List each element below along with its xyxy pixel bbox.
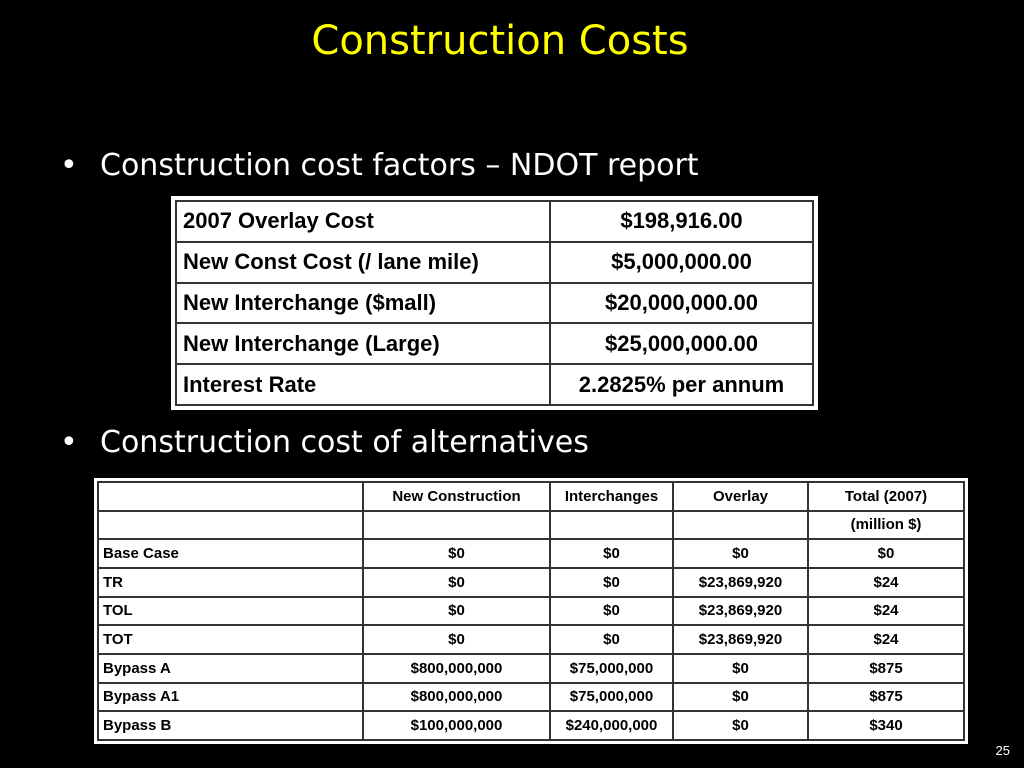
slide-title: Construction Costs xyxy=(311,18,689,64)
table-cell: $240,000,000 xyxy=(550,711,673,740)
table-row xyxy=(98,654,964,683)
table-cell: $800,000,000 xyxy=(363,683,550,712)
table-cell: $0 xyxy=(363,539,550,568)
row-label: TOL xyxy=(98,597,363,626)
table-cell: $24 xyxy=(808,625,964,654)
factor-value: $5,000,000.00 xyxy=(550,242,813,283)
table-cell: $0 xyxy=(673,654,808,683)
table-row xyxy=(98,597,964,626)
table-cell: $0 xyxy=(363,625,550,654)
factor-label: New Interchange (Large) xyxy=(176,323,550,364)
table-cell: $340 xyxy=(808,711,964,740)
table-cell: $75,000,000 xyxy=(550,683,673,712)
table-row xyxy=(176,201,813,242)
table-cell: $875 xyxy=(808,654,964,683)
table-cell: $0 xyxy=(808,539,964,568)
table-row xyxy=(98,625,964,654)
table-subheader-row xyxy=(98,511,964,540)
table-cell: $800,000,000 xyxy=(363,654,550,683)
table-cell xyxy=(363,511,550,540)
row-label: Bypass A1 xyxy=(98,683,363,712)
table-cell: New Construction xyxy=(363,482,550,511)
row-label: Bypass A xyxy=(98,654,363,683)
table-cell: Total (2007) xyxy=(808,482,964,511)
factor-label: 2007 Overlay Cost xyxy=(176,201,550,242)
table-cell: $0 xyxy=(550,539,673,568)
bullet-cost-factors xyxy=(60,148,699,183)
cost-factors-table xyxy=(175,200,814,406)
table-row xyxy=(176,242,813,283)
factor-label: New Interchange ($mall) xyxy=(176,283,550,324)
table-cell: $0 xyxy=(673,539,808,568)
table-row xyxy=(176,323,813,364)
page-number: 25 xyxy=(995,743,1010,758)
table-cell: $0 xyxy=(673,683,808,712)
bullet-text: Construction cost factors – NDOT report xyxy=(100,148,699,183)
row-label: TOT xyxy=(98,625,363,654)
row-label xyxy=(98,511,363,540)
row-label xyxy=(98,482,363,511)
factor-label: New Const Cost (/ lane mile) xyxy=(176,242,550,283)
table-cell: $0 xyxy=(673,711,808,740)
table-cell: $24 xyxy=(808,568,964,597)
table-row xyxy=(176,283,813,324)
table-row xyxy=(98,711,964,740)
table-cell: $23,869,920 xyxy=(673,597,808,626)
factor-value: 2.2825% per annum xyxy=(550,364,813,405)
table-cell: $23,869,920 xyxy=(673,568,808,597)
table-cell: (million $) xyxy=(808,511,964,540)
factor-label: Interest Rate xyxy=(176,364,550,405)
table-cell xyxy=(550,511,673,540)
table-row xyxy=(176,364,813,405)
table-cell: $24 xyxy=(808,597,964,626)
table-cell: Interchanges xyxy=(550,482,673,511)
table-row xyxy=(98,568,964,597)
table-cell: $0 xyxy=(550,625,673,654)
row-label: Bypass B xyxy=(98,711,363,740)
alternatives-table-container xyxy=(94,478,968,744)
table-cell: $100,000,000 xyxy=(363,711,550,740)
factor-value: $20,000,000.00 xyxy=(550,283,813,324)
table-cell: $75,000,000 xyxy=(550,654,673,683)
table-header-row xyxy=(98,482,964,511)
table-row xyxy=(98,683,964,712)
bullet-icon: • xyxy=(60,148,78,183)
bullet-alternatives xyxy=(60,425,589,460)
row-label: TR xyxy=(98,568,363,597)
factor-value: $25,000,000.00 xyxy=(550,323,813,364)
table-cell: $0 xyxy=(363,597,550,626)
bullet-text: Construction cost of alternatives xyxy=(100,425,589,460)
row-label: Base Case xyxy=(98,539,363,568)
table-cell: $875 xyxy=(808,683,964,712)
table-cell: $0 xyxy=(363,568,550,597)
alternatives-table xyxy=(97,481,965,741)
bullet-icon: • xyxy=(60,425,78,460)
table-cell: $23,869,920 xyxy=(673,625,808,654)
factor-value: $198,916.00 xyxy=(550,201,813,242)
table-row xyxy=(98,539,964,568)
table-cell: $0 xyxy=(550,597,673,626)
table-cell: $0 xyxy=(550,568,673,597)
table-cell: Overlay xyxy=(673,482,808,511)
cost-factors-table-container xyxy=(171,196,818,410)
table-cell xyxy=(673,511,808,540)
